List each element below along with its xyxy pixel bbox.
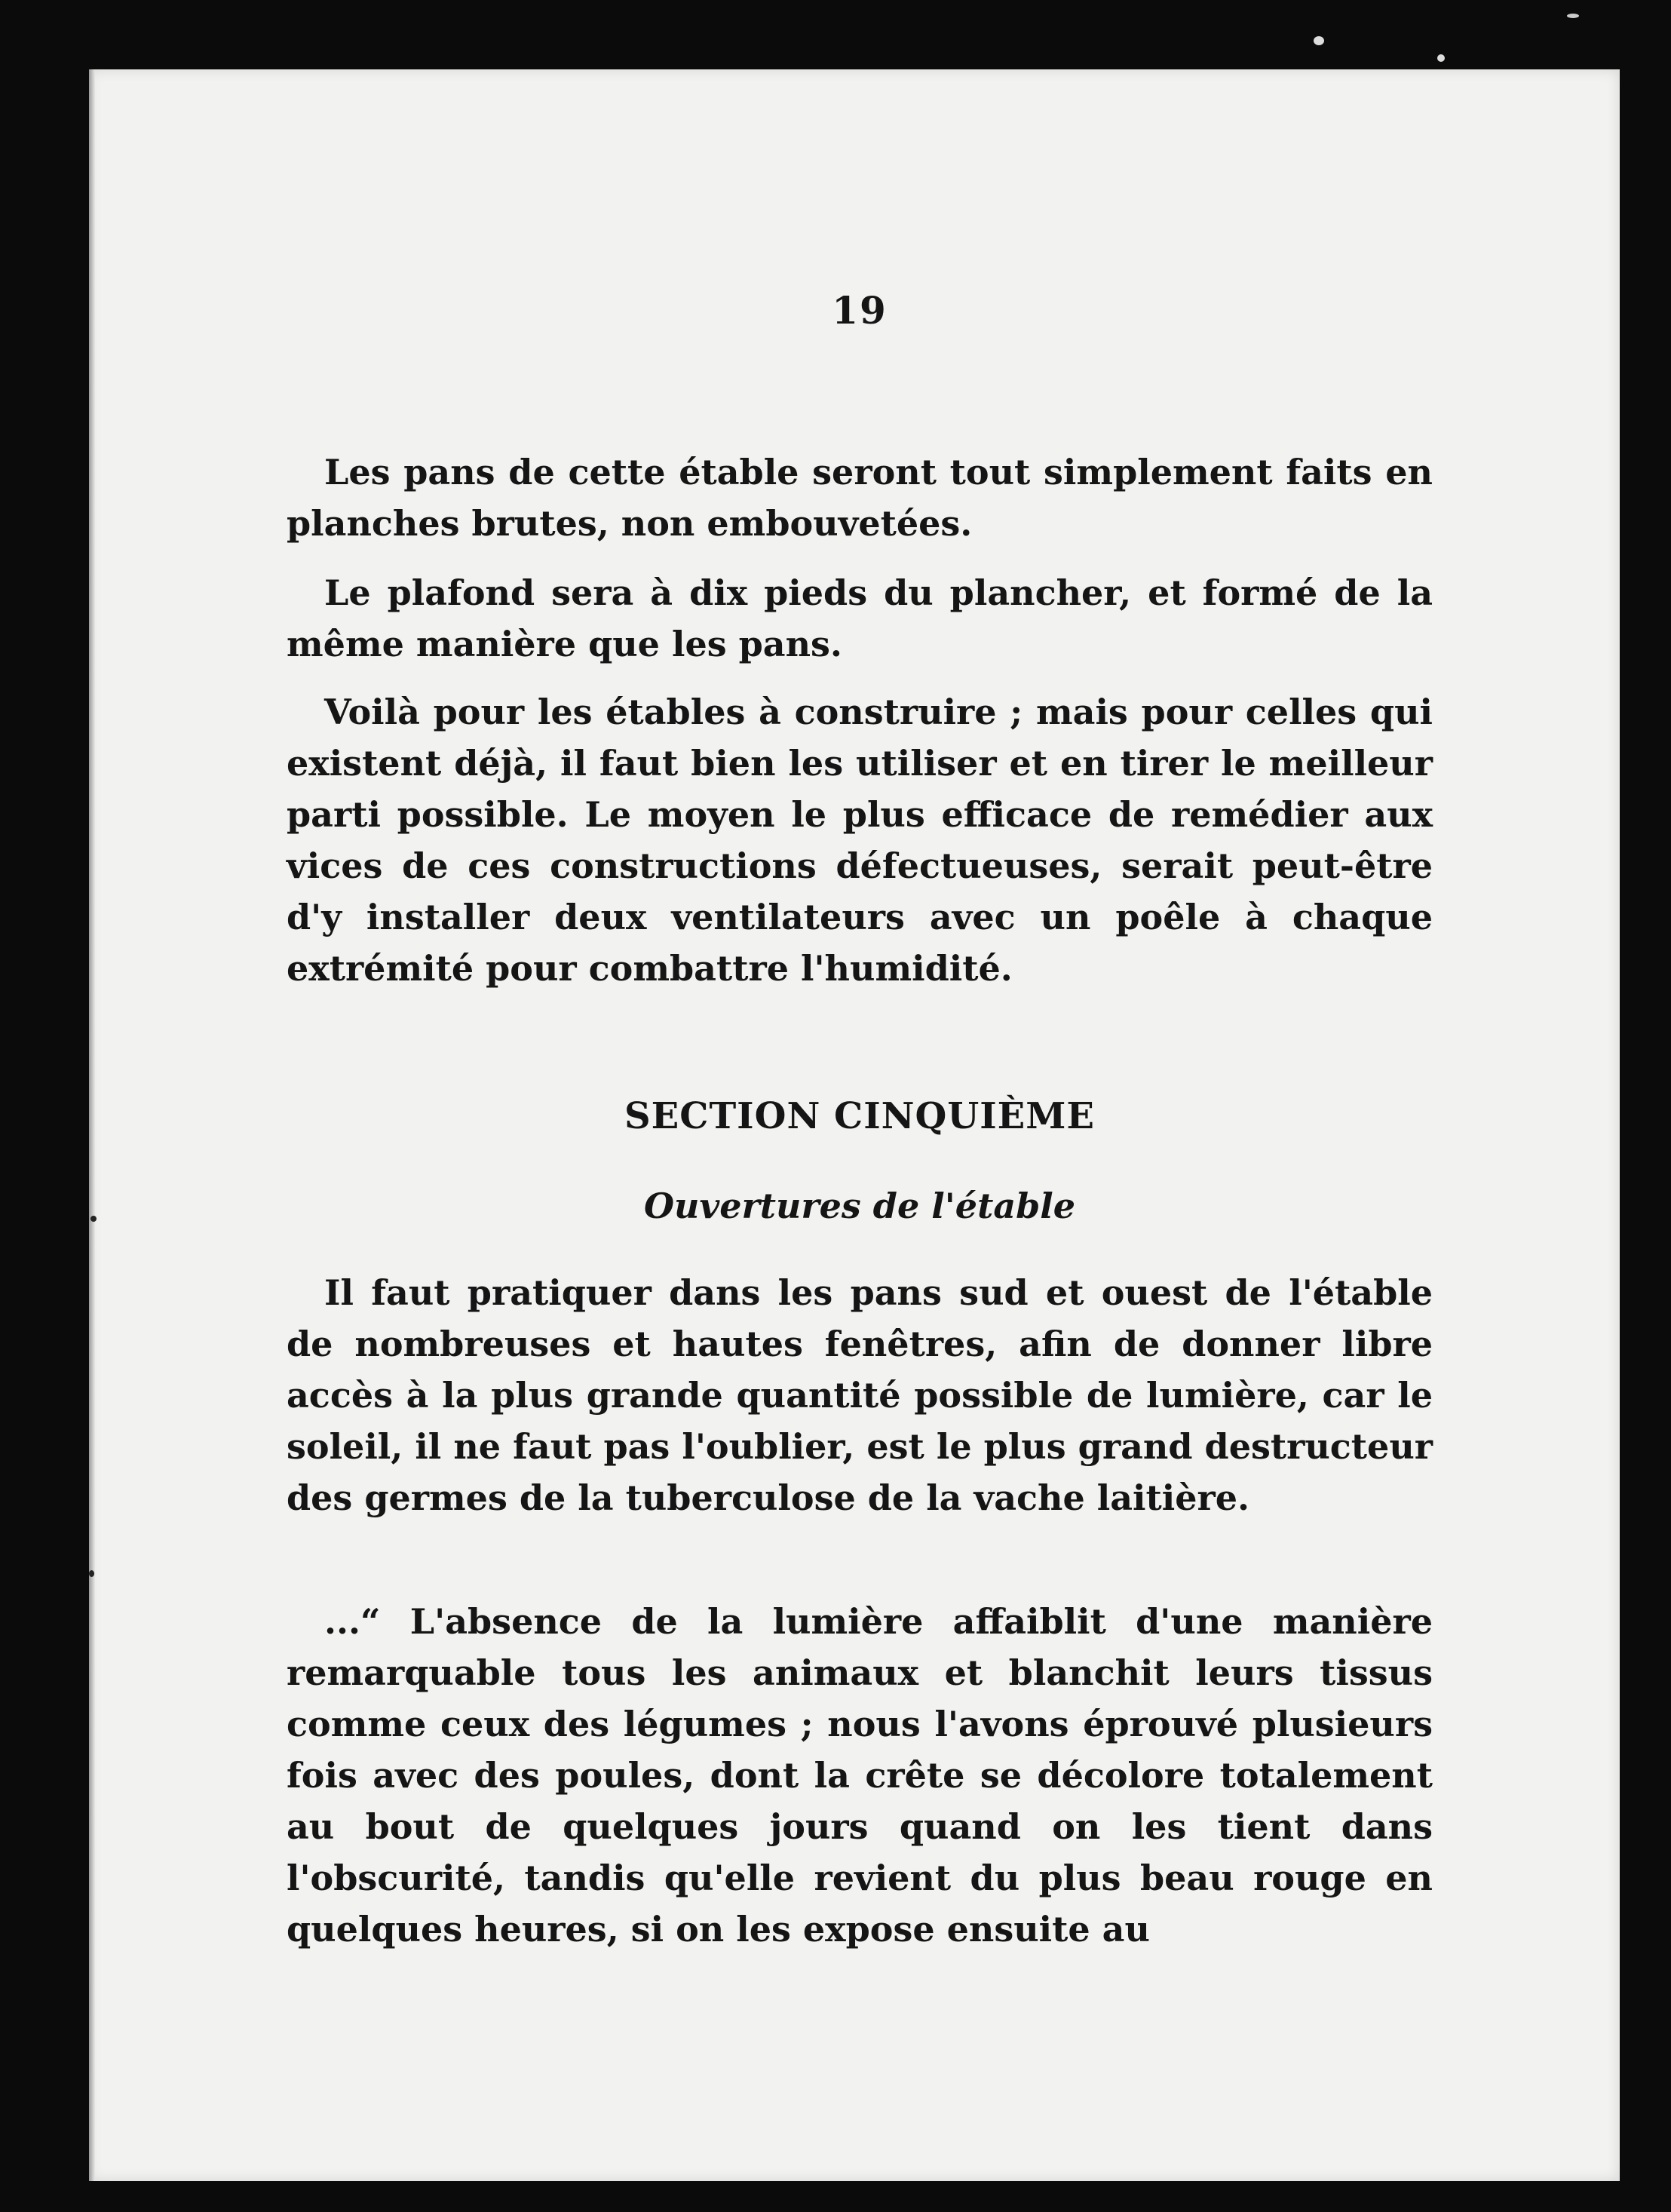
scan-speck — [1437, 54, 1445, 62]
scan-speck — [90, 1216, 97, 1222]
section-title: SECTION CINQUIÈME — [624, 1095, 1095, 1137]
paragraph-walls: Les pans de cette étable seront tout simplement faits en planches brutes, non embouvetées. — [287, 452, 1433, 544]
scan-speck — [89, 1570, 94, 1577]
paragraph-existing-stables: Voilà pour les étables à construire ; mais pour celles qui existent déjà, il faut bien les utiliser et en tirer le meilleur parti possible. Le moyen le plus efficace de remédier aux vices de ces constructions défectueuses, serait peut-être d'y installer deux ventilateurs avec un poêle à chaque extrémité pour combattre l'humidité. — [287, 692, 1433, 989]
book-page — [89, 69, 1620, 2181]
paragraph-windows: Il faut pratiquer dans les pans sud et ouest de l'étable de nombreuses et hautes fenêtres, afin de donner libre accès à la plus grande quantité possible de lumière, car le soleil, il ne faut pas l'oublier, est le plus grand destructeur des germes de la tuberculose de la vache laitière. — [287, 1272, 1433, 1518]
page-fold-shadow — [89, 69, 95, 2181]
scan-speck — [1314, 36, 1324, 45]
paragraph-light-quote: ...“ L'absence de la lumière affaiblit d'une manière remarquable tous les animaux et blanchit leurs tissus comme ceux des légumes ; nous l'avons éprouvé plusieurs fois avec des poules, dont la crête se décolore totalement au bout de quelques jours quand on les tient dans l'obscurité, tandis qu'elle revient du plus beau rouge en quelques heures, si on les expose ensuite au — [287, 1601, 1433, 1950]
section-subtitle: Ouvertures de l'étable — [643, 1186, 1076, 1226]
paragraph-ceiling: Le plafond sera à dix pieds du plancher, et formé de la même manière que les pans. — [287, 572, 1433, 664]
page-number: 19 — [832, 288, 888, 333]
scan-speck — [1567, 14, 1579, 18]
